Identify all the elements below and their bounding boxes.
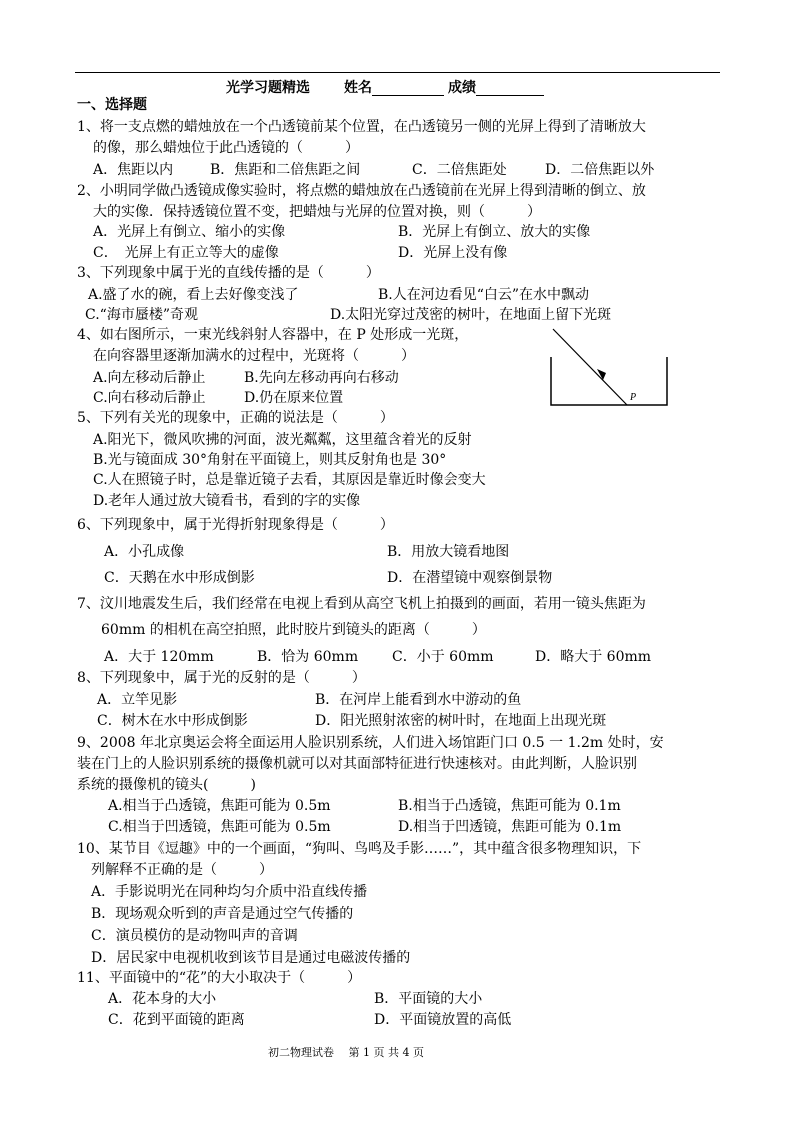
q2-stem-1: 2、小明同学做凸透镜成像实验时，将点燃的蜡烛放在凸透镜前在光屏上得到清晰的倒立、放 — [77, 183, 646, 199]
q9-stem-2: 装在门上的人脸识别系统的摄像机就可以对其面部特征进行快速核对。由此判断，人脸识别 — [77, 756, 637, 772]
q1-option-c: C．二倍焦距处 — [412, 162, 507, 178]
q1-stem-1: 1、将一支点燃的蜡烛放在一个凸透镜前某个位置，在凸透镜另一侧的光屏上得到了清晰放大 — [77, 119, 646, 135]
q1-option-d: D．二倍焦距以外 — [545, 162, 655, 178]
q11-option-a: A．花本身的大小 — [108, 991, 217, 1007]
score-blank — [476, 81, 544, 96]
q9-option-d: D.相当于凹透镜，焦距可能为 0.1m — [398, 819, 622, 835]
q11-stem-1: 11、平面镜中的“花”的大小取决于（ ） — [77, 970, 362, 986]
q4-option-b: B.先向左移动再向右移动 — [244, 370, 399, 386]
figure-label-p: P — [630, 392, 637, 403]
score-label: 成绩 — [448, 80, 476, 96]
q10-stem-1: 10、某节目《逗趣》中的一个画面，“狗叫、鸟鸣及手影……”，其中蕴含很多物理知识，下 — [77, 841, 642, 857]
name-blank — [372, 81, 444, 96]
q3-option-c: C.“海市蜃楼”奇观 — [85, 307, 198, 323]
q4-option-d: D.仍在原来位置 — [244, 390, 344, 406]
q1-stem-2: 的像，那么蜡烛位于此凸透镜的（ ） — [93, 140, 359, 156]
page-title: 光学习题精选 — [226, 80, 310, 96]
q11-option-d: D．平面镜放置的高低 — [374, 1012, 512, 1028]
q2-option-c: C． 光屏上有正立等大的虚像 — [93, 245, 279, 261]
q8-option-a: A．立竿见影 — [97, 692, 178, 708]
q2-option-d: D．光屏上没有像 — [398, 245, 508, 261]
q8-option-c: C．树木在水中形成倒影 — [97, 713, 248, 729]
q1-option-a: A．焦距以内 — [93, 162, 174, 178]
q5-option-a: A.阳光下，微风吹拂的河面，波光粼粼，这里蕴含着光的反射 — [93, 432, 472, 448]
q3-option-a: A.盛了水的碗，看上去好像变浅了 — [88, 287, 299, 303]
q9-stem-1: 9、2008 年北京奥运会将全面运用人脸识别系统，人们进入场馆距门口 0.5 一 1.2m 处时，安 — [77, 735, 664, 751]
q3-option-d: D.太阳光穿过茂密的树叶，在地面上留下光斑 — [330, 307, 612, 323]
q5-stem-1: 5、下列有关光的现象中，正确的说法是（ ） — [77, 410, 394, 426]
q9-option-b: B.相当于凸透镜，焦距可能为 0.1m — [398, 798, 621, 814]
section-heading: 一、选择题 — [77, 97, 147, 113]
q9-option-a: A.相当于凸透镜，焦距可能为 0.5m — [108, 798, 331, 814]
light-ray — [553, 329, 627, 405]
q6-option-d: D．在潜望镜中观察倒景物 — [387, 570, 553, 586]
page-footer: 初二物理试卷 第 1 页 共 4 页 — [268, 1046, 424, 1059]
q5-option-c: C.人在照镜子时，总是靠近镜子去看，其原因是靠近时像会变大 — [93, 472, 486, 488]
q4-stem-2: 在向容器里逐渐加满水的过程中，光斑将（ ） — [93, 348, 415, 364]
q2-option-a: A．光屏上有倒立、缩小的实像 — [93, 224, 286, 240]
q4-option-a: A.向左移动后静止 — [93, 370, 206, 386]
q3-option-b: B.人在河边看见“白云”在水中飘动 — [378, 287, 590, 303]
q5-option-d: D.老年人通过放大镜看书，看到的字的实像 — [93, 493, 361, 509]
q11-option-c: C．花到平面镜的距离 — [108, 1012, 245, 1028]
q8-option-d: D．阳光照射浓密的树叶时，在地面上出现光斑 — [315, 713, 607, 729]
q8-option-b: B．在河岸上能看到水中游动的鱼 — [315, 692, 522, 708]
q6-stem-1: 6、下列现象中，属于光得折射现象得是（ ） — [77, 517, 394, 533]
q8-stem-1: 8、下列现象中，属于光的反射的是（ ） — [77, 670, 366, 686]
q9-option-c: C.相当于凹透镜，焦距可能为 0.5m — [108, 819, 331, 835]
q1-option-b: B．焦距和二倍焦距之间 — [210, 162, 361, 178]
container-outline — [551, 357, 667, 405]
top-rule — [75, 72, 720, 73]
header — [226, 80, 544, 96]
container-light-figure — [545, 325, 675, 410]
q9-stem-3: 系统的摄像机的镜头( ) — [77, 777, 256, 793]
q7-stem-2: 60mm 的相机在高空拍照，此时胶片到镜头的距离（ ） — [101, 622, 486, 638]
q7-option-c: C．小于 60mm — [392, 649, 494, 665]
q11-option-b: B．平面镜的大小 — [374, 991, 483, 1007]
q5-option-b: B.光与镜面成 30°角射在平面镜上，则其反射角也是 30° — [93, 452, 447, 468]
q10-option-c: C．演员模仿的是动物叫声的音调 — [91, 928, 298, 944]
q7-option-b: B．恰为 60mm — [257, 649, 359, 665]
q6-option-b: B．用放大镜看地图 — [387, 544, 510, 560]
name-label: 姓名 — [344, 80, 372, 96]
q2-stem-2: 大的实像．保持透镜位置不变，把蜡烛与光屏的位置对换，则（ ） — [93, 204, 541, 220]
q6-option-c: C．天鹅在水中形成倒影 — [104, 570, 255, 586]
q10-stem-2: 列解释不正确的是（ ） — [91, 862, 273, 878]
q10-option-d: D．居民家中电视机收到该节目是通过电磁波传播的 — [91, 950, 411, 966]
q7-stem-1: 7、汶川地震发生后，我们经常在电视上看到从高空飞机上拍摄到的画面，若用一镜头焦距为 — [77, 596, 646, 612]
q6-option-a: A．小孔成像 — [104, 544, 185, 560]
q7-option-d: D．略大于 60mm — [535, 649, 652, 665]
q4-stem-1: 4、如右图所示，一束光线斜射人容器中，在 P 处形成一光斑， — [77, 327, 469, 343]
q10-option-a: A．手影说明光在同种均匀介质中沿直线传播 — [91, 884, 368, 900]
q7-option-a: A．大于 120mm — [104, 649, 214, 665]
q10-option-b: B．现场观众听到的声音是通过空气传播的 — [91, 906, 354, 922]
q4-option-c: C.向右移动后静止 — [93, 390, 206, 406]
q3-stem-1: 3、下列现象中属于光的直线传播的是（ ） — [77, 265, 380, 281]
q2-option-b: B．光屏上有倒立、放大的实像 — [398, 224, 591, 240]
